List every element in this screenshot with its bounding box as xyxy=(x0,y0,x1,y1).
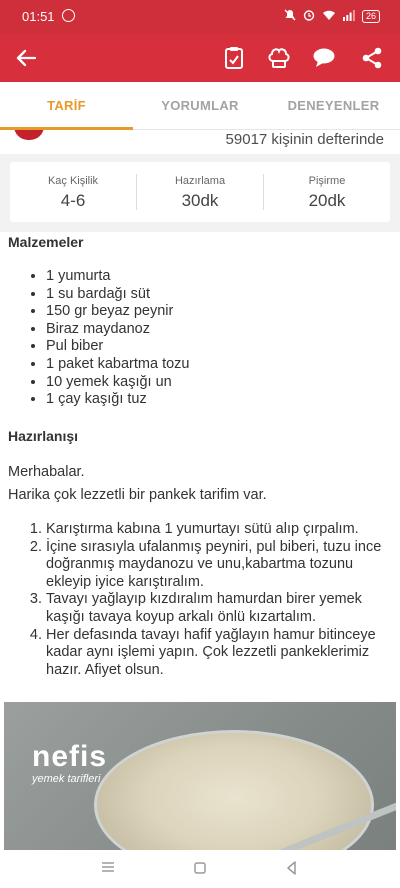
prep-label: Hazırlama xyxy=(174,175,226,187)
ingredient-item: • 10 yemek kaşığı un xyxy=(46,374,189,392)
recipe-content xyxy=(0,130,400,850)
share-icon[interactable] xyxy=(358,44,386,72)
prep-info xyxy=(137,162,263,222)
recipe-photo[interactable] xyxy=(4,702,396,850)
app-toolbar xyxy=(0,34,400,82)
ingredients-list xyxy=(46,268,189,409)
status-icons xyxy=(284,9,380,24)
cook-label: Pişirme xyxy=(308,175,346,187)
step-item: 4. Her defasında tavayı hafif yağlayın hamur bitinceye kadar aynı işlemi yapın. Çok lezzetli pankeklerimiz hazır. Afiyet olsun. xyxy=(46,627,394,680)
ingredients-title: Malzemeler xyxy=(8,234,84,250)
wifi-icon xyxy=(322,10,336,24)
menu-nav-icon[interactable] xyxy=(100,860,118,878)
servings-value: 4-6 xyxy=(60,191,86,210)
ingredient-item: • 1 yumurta xyxy=(46,268,189,286)
saved-count: 59017 kişinin defterinde xyxy=(225,131,384,148)
back-arrow-icon[interactable] xyxy=(12,44,40,72)
intro-line: Harika çok lezzetli bir pankek tarifim var. xyxy=(8,487,267,503)
header-decoration xyxy=(14,130,44,140)
signal-icon xyxy=(343,10,355,24)
recipe-info-card xyxy=(10,162,390,222)
preparation-title: Hazırlanışı xyxy=(8,428,79,444)
whatsapp-icon xyxy=(62,9,75,22)
intro-line: Merhabalar. xyxy=(8,464,85,480)
tab-comments[interactable]: YORUMLAR xyxy=(161,98,239,113)
notebook-add-icon[interactable] xyxy=(220,44,248,72)
ingredient-item: • 1 paket kabartma tozu xyxy=(46,356,189,374)
tab-bar xyxy=(0,82,400,130)
steps-list xyxy=(46,521,394,679)
system-nav-bar xyxy=(0,850,400,888)
ingredient-item: • 1 su bardağı süt xyxy=(46,286,189,304)
home-nav-icon[interactable] xyxy=(192,860,210,878)
cook-info xyxy=(264,162,390,222)
step-item: 1. Karıştırma kabına 1 yumurtayı sütü alıp çırpalım. xyxy=(46,521,394,539)
mute-icon xyxy=(284,9,296,24)
ingredient-item: • Pul biber xyxy=(46,338,189,356)
ingredient-item: • 150 gr beyaz peynir xyxy=(46,303,189,321)
watermark-logo xyxy=(32,742,107,785)
step-item: 3. Tavayı yağlayıp kızdıralım hamurdan birer yemek kaşığı tavaya koyup arkalı önlü kızartalım. xyxy=(46,591,394,626)
ingredient-item: • Biraz maydanoz xyxy=(46,321,189,339)
logo-brand: nefis xyxy=(32,740,108,773)
tab-recipe[interactable]: TARİF xyxy=(47,98,86,113)
battery-icon: 26 xyxy=(362,10,380,23)
back-nav-icon[interactable] xyxy=(284,860,302,878)
step-item: 2. İçine sırasıyla ufalanmış peyniri, pul biberi, tuzu ince doğranmış maydanozu ve unu,kabartma tozunu ekleyip iyice karıştıralım. xyxy=(46,539,394,592)
servings-info xyxy=(10,162,136,222)
comment-icon[interactable] xyxy=(310,44,338,72)
logo-subtitle: yemek tarifleri xyxy=(32,773,101,785)
recipe-info-box xyxy=(0,154,400,232)
tab-tried[interactable]: DENEYENLER xyxy=(287,98,380,113)
alarm-icon xyxy=(303,9,315,24)
ingredient-item: • 1 çay kaşığı tuz xyxy=(46,391,189,409)
prep-value: 30dk xyxy=(181,191,219,210)
servings-label: Kaç Kişilik xyxy=(47,175,99,187)
cook-value: 20dk xyxy=(308,191,346,210)
chef-hat-icon[interactable] xyxy=(265,44,293,72)
status-bar xyxy=(0,0,400,34)
status-time: 01:51 xyxy=(22,9,55,24)
